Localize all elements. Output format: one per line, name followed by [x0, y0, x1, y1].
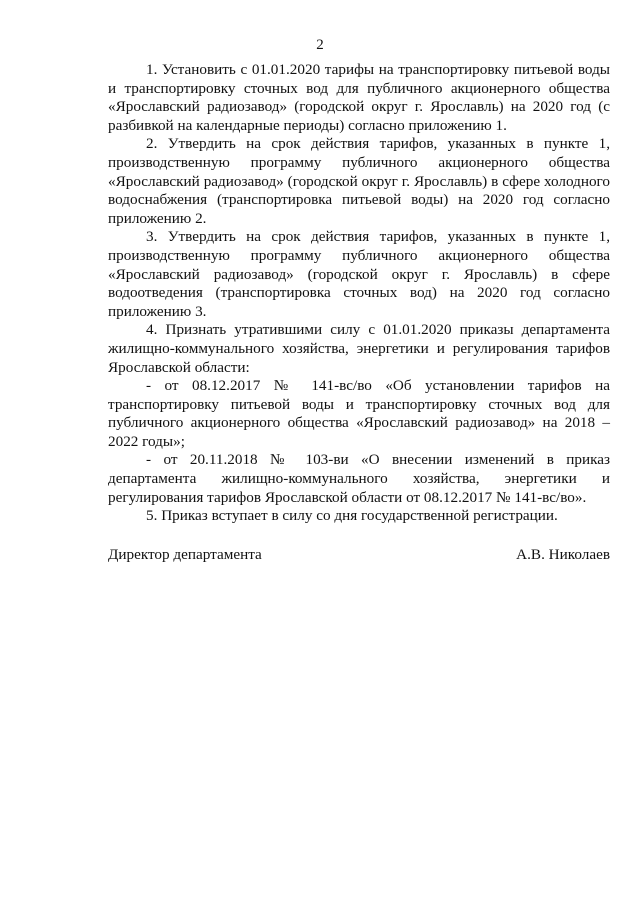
paragraph-3-wastewater-program: 3. Утвердить на срок действия тарифов, указанных в пункте 1, производственную программу публичного акционерного общества «Ярославский радиозавод» (городской округ г. Ярославль) в сфере водоотведения (транспортировка сточных вод) на 2020 год согласно приложению 3. [108, 228, 610, 320]
paragraph-5-effective-date: 5. Приказ вступает в силу со дня государственной регистрации. [146, 507, 558, 525]
signatory-name: А.В. Николаев [516, 546, 610, 563]
repeal-item-2: - от 20.11.2018 № 103-ви «О внесении изменений в приказ департамента жилищно-коммунального хозяйства, энергетики и регулирования тарифов Ярославской области от 08.12.2017 № 141-вс/во». [108, 451, 610, 506]
paragraph-4-repeal: 4. Признать утратившими силу с 01.01.2020 приказы департамента жилищно-коммунального хозяйства, энергетики и регулирования тарифов Ярославской области: [108, 321, 610, 376]
signature-block [108, 546, 610, 564]
repeal-item-1: - от 08.12.2017 № 141-вс/во «Об установлении тарифов на транспортировку питьевой воды и транспортировку сточных вод для публичного акционерного общества «Ярославский радиозавод» на 2018 – 2022 годы»; [108, 377, 610, 450]
paragraph-2-water-supply-program: 2. Утвердить на срок действия тарифов, указанных в пункте 1, производственную программу публичного акционерного общества «Ярославский радиозавод» (городской округ г. Ярославль) в сфере холодного водоснабжения (транспортировка питьевой воды) на 2020 год согласно приложению 2. [108, 135, 610, 227]
signatory-position: Директор департамента [108, 546, 262, 563]
paragraph-1-tariffs: 1. Установить с 01.01.2020 тарифы на транспортировку питьевой воды и транспортировку сточных вод для публичного акционерного общества «Ярославский радиозавод» (городской округ г. Ярославль) на 2020 год (с разбивкой на календарные периоды) согласно приложению 1. [108, 61, 610, 134]
order-body [108, 61, 610, 526]
page-number: 2 [316, 37, 324, 53]
